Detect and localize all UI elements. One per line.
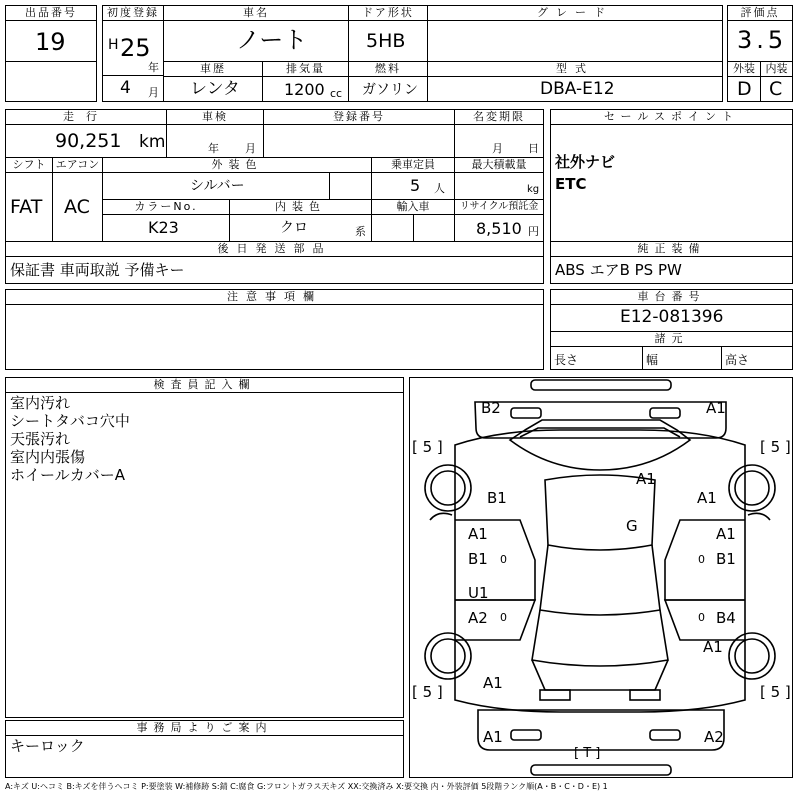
- mark-left-rear-door-b: A2: [468, 609, 488, 627]
- mark-left-rear-door-a: U1: [468, 584, 489, 602]
- mark-right-front-door-a: A1: [716, 525, 736, 543]
- shift-label: シフト: [5, 157, 53, 173]
- width-label: 幅: [646, 353, 659, 367]
- ext-color: シルバー: [190, 178, 245, 194]
- mileage: 90,251: [55, 130, 122, 152]
- length-label: 長さ: [554, 353, 579, 367]
- legend: A:キズ U:ヘコミ B:キズを伴うヘコミ P:要塗装 W:補修跡 S:錆 C:腐食 G:フロントガラス天キズ XX:交換済み X:要交換 内・外装評価 5段階ランク順(A・B・C・D・E) 1: [5, 782, 608, 791]
- reg-no-label: 登録番号: [263, 109, 455, 125]
- zero-right-front: 0: [698, 553, 705, 566]
- inspector-line-4: 室内内張傷: [10, 448, 86, 466]
- chassis-no: E12-081396: [620, 307, 724, 327]
- car-name: ノート: [236, 26, 308, 54]
- displacement: 1200: [284, 80, 325, 99]
- recycle: 8,510: [476, 219, 522, 238]
- name-change-month-unit: 月: [492, 142, 503, 155]
- capacity-unit: 人: [434, 182, 445, 195]
- notes-label: 注意事項欄: [5, 289, 544, 305]
- zero-left-front: 0: [500, 553, 507, 566]
- sales-label: セールスポイント: [550, 109, 793, 125]
- color-no-label: カラーNo.: [102, 199, 230, 215]
- zero-left-rear: 0: [500, 611, 507, 624]
- import-label: 輸入車: [371, 199, 455, 215]
- mark-windshield: G: [626, 517, 638, 535]
- mark-front-left: B2: [481, 399, 501, 417]
- inspection-month-unit: 月: [245, 142, 256, 155]
- capacity-label: 乗車定員: [371, 157, 455, 173]
- inspection-year-unit: 年: [208, 142, 219, 155]
- tire-tag-fl: [ 5 ]: [412, 438, 443, 456]
- recycle-label: リサイクル預託金: [454, 199, 544, 215]
- mark-front-right: A1: [706, 399, 726, 417]
- inspector-line-2: シートタバコ穴中: [10, 412, 130, 430]
- history-label: 車歴: [163, 61, 263, 77]
- inspection-label: 車検: [166, 109, 264, 125]
- int-color-unit: 系: [355, 225, 366, 238]
- lot-no-label: 出品番号: [5, 5, 97, 21]
- car-name-label: 車名: [163, 5, 349, 21]
- load-label: 最大積載量: [454, 157, 544, 173]
- mark-right-front-door-b: B1: [716, 550, 736, 568]
- mark-right-rear-door: B4: [716, 609, 736, 627]
- ac-label: エアコン: [52, 157, 103, 173]
- color-no: K23: [148, 218, 179, 237]
- lot-no: 19: [35, 28, 66, 56]
- later-parts-label: 後日発送部品: [5, 241, 544, 257]
- ac: AC: [64, 196, 90, 218]
- interior-label: 内装: [760, 61, 793, 77]
- fuel: ガソリン: [362, 82, 418, 98]
- name-change-label: 名変期限: [454, 109, 544, 125]
- grade-label: グレード: [427, 5, 723, 21]
- fuel-label: 燃料: [348, 61, 428, 77]
- sales-line-1: 社外ナビ: [555, 153, 616, 171]
- zero-right-rear: 0: [698, 611, 705, 624]
- int-color-label: 内装色: [229, 199, 372, 215]
- reg-year-unit: 年: [148, 61, 159, 74]
- model-label: 型式: [427, 61, 723, 77]
- equipment-label: 純正装備: [550, 241, 793, 257]
- recycle-unit: 円: [528, 225, 539, 238]
- equipment: ABS エアB PS PW: [555, 261, 682, 279]
- mark-right-quarter: A1: [703, 638, 723, 656]
- capacity: 5: [410, 176, 421, 195]
- inspector-line-5: ホイールカバーA: [10, 466, 125, 484]
- mark-hood: A1: [636, 470, 656, 488]
- door-label: ドア形状: [348, 5, 428, 21]
- first-reg-label: 初度登録: [102, 5, 164, 21]
- displacement-unit: cc: [330, 87, 343, 100]
- mark-rear-right: A2: [704, 728, 724, 746]
- tire-tag-fr: [ 5 ]: [760, 438, 791, 456]
- spare-tag: [ T ]: [574, 746, 601, 761]
- displacement-label: 排気量: [262, 61, 349, 77]
- shift: FAT: [10, 196, 43, 218]
- later-parts: 保証書 車両取説 予備キー: [10, 261, 185, 279]
- mark-right-fender: A1: [697, 489, 717, 507]
- door: 5HB: [366, 30, 406, 52]
- height-label: 高さ: [725, 353, 750, 367]
- tire-tag-rl: [ 5 ]: [412, 683, 443, 701]
- mark-left-front-door-b: B1: [468, 550, 488, 568]
- dims-label: 諸元: [550, 331, 793, 347]
- reg-month: 4: [120, 78, 131, 98]
- ext-color-label: 外装色: [102, 157, 372, 173]
- inspector-label: 検査員記入欄: [5, 377, 404, 393]
- history: レンタ: [190, 79, 240, 99]
- name-change-day-unit: 日: [528, 142, 539, 155]
- chassis-label: 車台番号: [550, 289, 793, 305]
- office: キーロック: [10, 737, 85, 755]
- mark-left-quarter: A1: [483, 674, 503, 692]
- mark-left-front-door-a: A1: [468, 525, 488, 543]
- score-label: 評価点: [727, 5, 793, 21]
- sales-line-2: ETC: [555, 175, 587, 193]
- int-color: クロ: [280, 220, 308, 236]
- interior: C: [769, 78, 783, 100]
- mark-rear-left: A1: [483, 728, 503, 746]
- inspector-line-1: 室内汚れ: [10, 394, 71, 412]
- mark-left-fender: B1: [487, 489, 507, 507]
- era: H: [108, 37, 119, 53]
- mileage-unit: km: [139, 132, 166, 152]
- mileage-label: 走行: [5, 109, 167, 125]
- exterior: D: [737, 78, 752, 100]
- reg-year: 25: [120, 34, 151, 62]
- load-unit: kg: [527, 184, 540, 195]
- tire-tag-rr: [ 5 ]: [760, 683, 791, 701]
- inspector-line-3: 天張汚れ: [10, 430, 71, 448]
- model: DBA-E12: [540, 79, 615, 99]
- reg-month-unit: 月: [148, 86, 159, 99]
- score: 3.5: [737, 26, 788, 54]
- exterior-label: 外装: [727, 61, 761, 77]
- office-label: 事務局よりご案内: [5, 720, 404, 736]
